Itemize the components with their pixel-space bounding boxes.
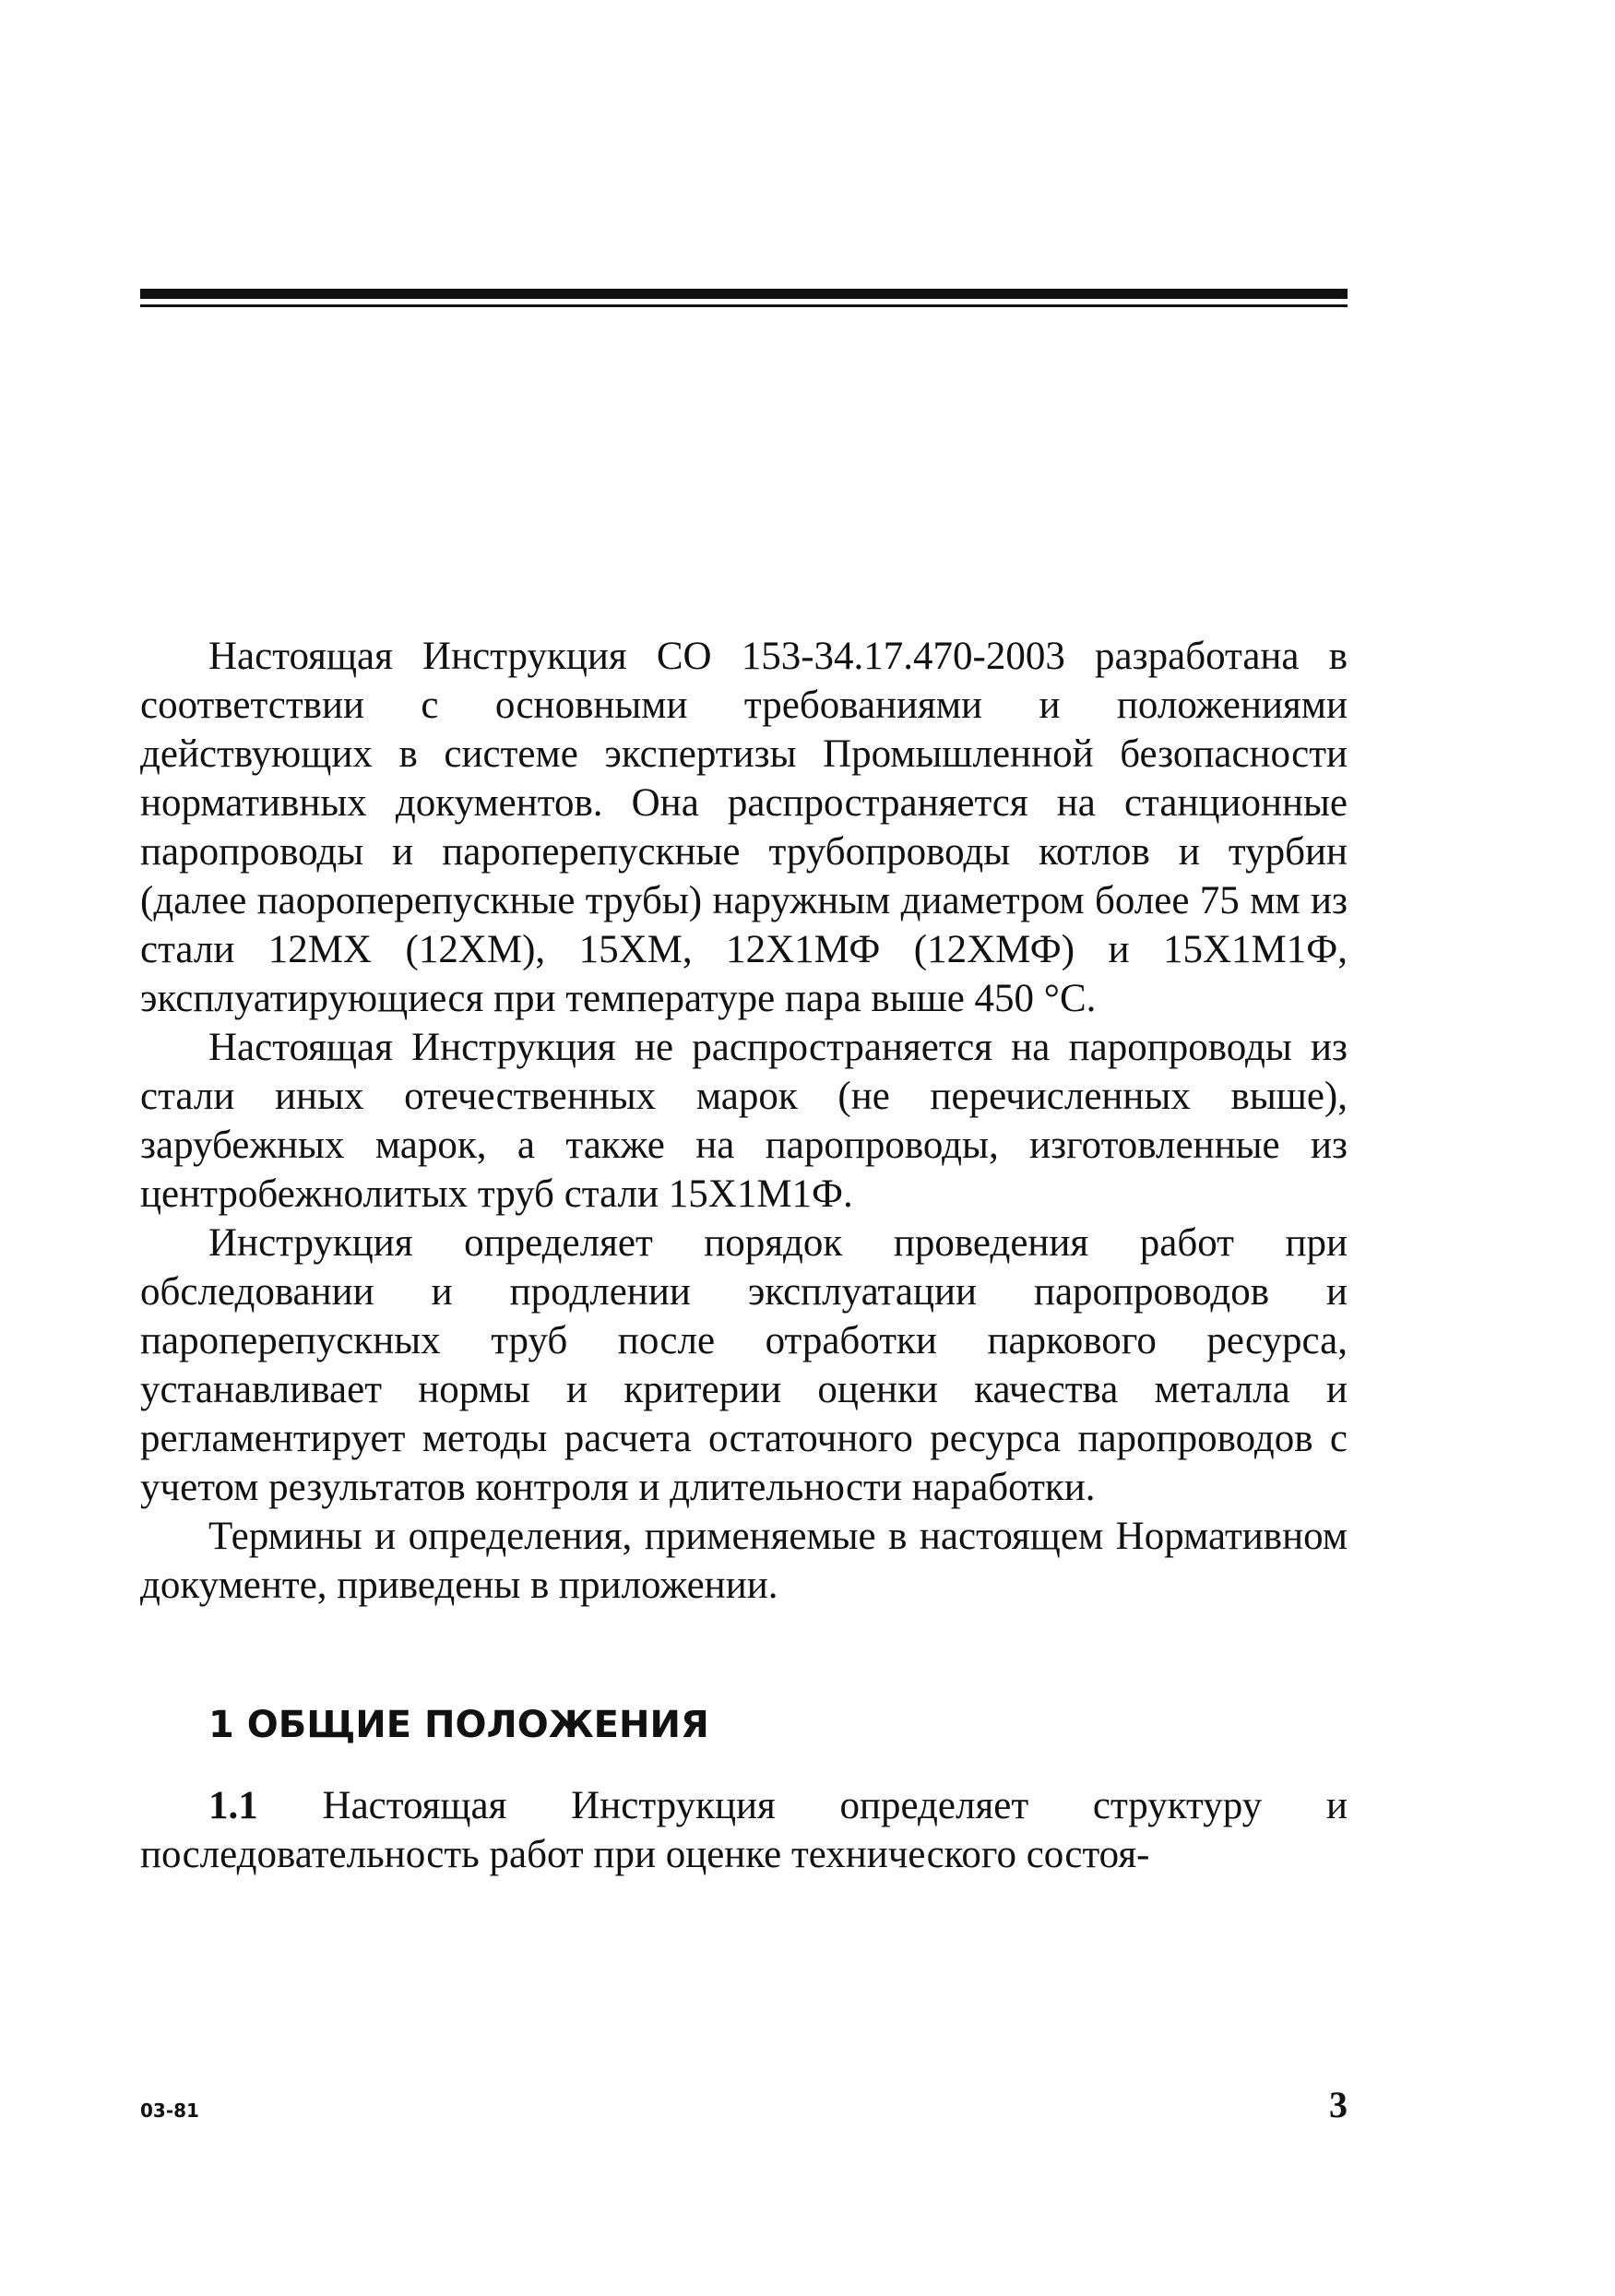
- section-item-number: 1.1: [208, 1784, 258, 1827]
- section-item-1-1: [140, 1781, 1348, 1879]
- document-body: [140, 632, 1348, 1879]
- header-rule-thin: [140, 304, 1348, 307]
- doc-code: 03-81: [140, 2100, 199, 2122]
- section-heading: 1 ОБЩИЕ ПОЛОЖЕНИЯ: [208, 1704, 709, 1746]
- intro-paragraph-3: Инструкция определяет порядок проведения работ при обследовании и продлении эксплуатации паропроводов и пароперепускных труб после отработки паркового ресурса, устанавливает нормы и критерии оценки качества металла и регламентирует методы расчета остаточного ресурса паропроводов с учетом результатов контроля и длительности наработки.: [140, 1221, 1348, 1509]
- intro-paragraph-1: Настоящая Инструкция СО 153-34.17.470-2003 разработана в соответствии с основными требованиями и положениями действующих в системе экспертизы Промышленной безопасности нормативных документов. Она распространяется на станционные паропроводы и пароперепускные трубопроводы котлов и турбин (далее паороперепускные трубы) наружным диаметром более 75 мм из стали 12МХ (12ХМ), 15ХМ, 12Х1МФ (12ХМФ) и 15Х1М1Ф, эксплуатирующиеся при температуре пара выше 450 °С.: [140, 635, 1348, 1020]
- intro-paragraph-4: Термины и определения, применяемые в настоящем Нормативном документе, приведены в приложении.: [140, 1515, 1348, 1607]
- section-item-text: Настоящая Инструкция определяет структуру и последовательность работ при оценке технического состоя-: [140, 1784, 1348, 1876]
- page-number: 3: [1329, 2084, 1348, 2125]
- header-rule-thick: [140, 289, 1348, 299]
- intro-paragraph-2: Настоящая Инструкция не распространяется на паропроводы из стали иных отечественных марок (не перечисленных выше), зарубежных марок, а также на паропроводы, изготовленные из центробежнолитых труб стали 15Х1М1Ф.: [140, 1026, 1348, 1216]
